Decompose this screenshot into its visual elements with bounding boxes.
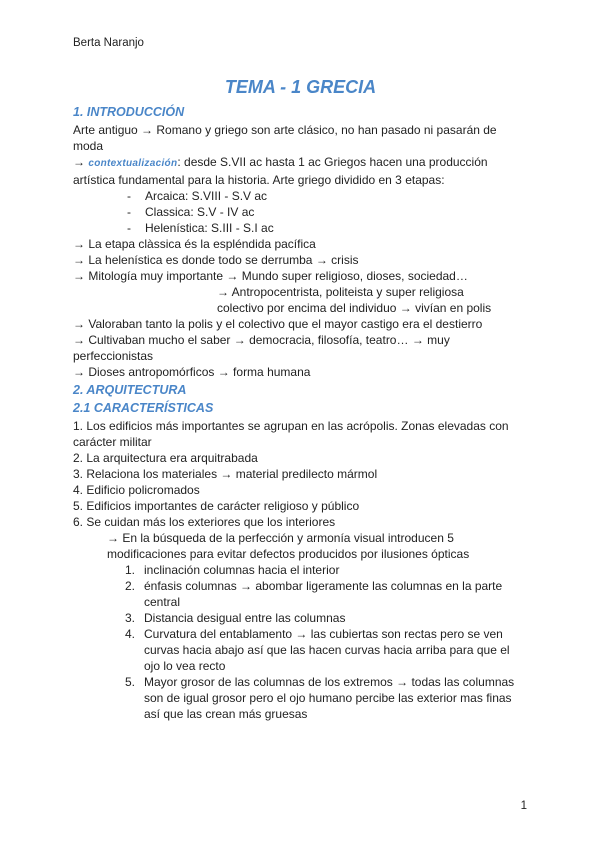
page-header-author: Berta Naranjo (73, 37, 144, 49)
list-item-text: Distancia desigual entre las columnas (144, 611, 346, 625)
list-item-text: Curvatura del entablamento → las cubiertas son rectas pero se ven curvas hacia abajo así que las hacen curvas hacia arriba para que el ojo lo vea recto (144, 627, 510, 673)
list-number: 3. (125, 611, 136, 625)
page-number: 1 (520, 800, 527, 812)
document-body (73, 76, 528, 722)
list-number: 4. (125, 627, 136, 641)
arrow-text: → (73, 155, 89, 169)
subsection-heading-caracteristicas: 2.1 CARACTERÍSTICAS (73, 401, 214, 415)
highlight-term: contextualización (88, 158, 178, 169)
list-item (125, 610, 528, 626)
paragraph: → Valoraban tanto la polis y el colectivo que el mayor castigo era el destierro (73, 317, 483, 331)
list-item: 4. Edificio policromados (73, 483, 200, 497)
characteristics-list (73, 418, 528, 530)
paragraph-indented: colectivo por encima del individuo → vivían en polis (217, 301, 492, 315)
paragraph-text: : desde S.VII ac hasta 1 ac Griegos hacen una producción artística fundamental para la historia. Arte griego dividido en 3 etapas: (73, 155, 488, 187)
list-item (125, 674, 528, 722)
paragraph: → Mitología muy importante → Mundo super religioso, dioses, sociedad… (73, 269, 468, 283)
list-item: - Helenística: S.III - S.I ac (127, 220, 528, 236)
list-item (125, 562, 528, 578)
list-item: 3. Relaciona los materiales → material predilecto mármol (73, 467, 378, 481)
list-item-text: énfasis columnas → abombar ligeramente las columnas en la parte central (144, 579, 503, 609)
list-item-text: Mayor grosor de las columnas de los extremos → todas las columnas son de igual grosor pero el ojo humano percibe las exterior mas finas así que las crean más gruesas (144, 675, 515, 721)
paragraph: Arte antiguo → Romano y griego son arte clásico, no han pasado ni pasarán de moda (73, 123, 497, 153)
section-heading-arquitectura: 2. ARQUITECTURA (73, 383, 187, 397)
list-item (125, 626, 528, 674)
list-item: 2. La arquitectura era arquitrabada (73, 451, 258, 465)
list-number: 1. (125, 563, 136, 577)
list-item (125, 578, 528, 610)
list-item: 5. Edificios importantes de carácter religioso y público (73, 499, 360, 513)
list-number: 5. (125, 675, 136, 689)
paragraph-contextualizacion (73, 154, 528, 188)
paragraph-indented: → Antropocentrista, politeista y super religiosa (217, 285, 464, 299)
list-number: 2. (125, 579, 136, 593)
paragraph: → Dioses antropomórficos → forma humana (73, 365, 311, 379)
document-title: TEMA - 1 GRECIA (224, 77, 377, 97)
list-item: - Arcaica: S.VIII - S.V ac (127, 188, 528, 204)
list-item: 1. Los edificios más importantes se agrupan en las acrópolis. Zonas elevadas con carácter militar (73, 419, 509, 449)
list-item-text: inclinación columnas hacia el interior (144, 563, 340, 577)
list-item: 6. Se cuidan más los exteriores que los interiores (73, 515, 336, 529)
stages-list (73, 188, 528, 236)
optical-corrections-list (73, 562, 528, 722)
list-item: - Classica: S.V - IV ac (127, 204, 528, 220)
paragraph: → La helenística es donde todo se derrumba → crisis (73, 253, 359, 267)
paragraph: → La etapa clàssica és la espléndida pacífica (73, 237, 316, 251)
paragraph: → Cultivaban mucho el saber → democracia, filosofía, teatro… → muy perfeccionistas (73, 333, 450, 363)
section-heading-introduccion: 1. INTRODUCCIÓN (73, 105, 185, 119)
paragraph-indented: → En la búsqueda de la perfección y armonía visual introducen 5 modificaciones para evitar defectos producidos por ilusiones ópticas (107, 531, 470, 561)
